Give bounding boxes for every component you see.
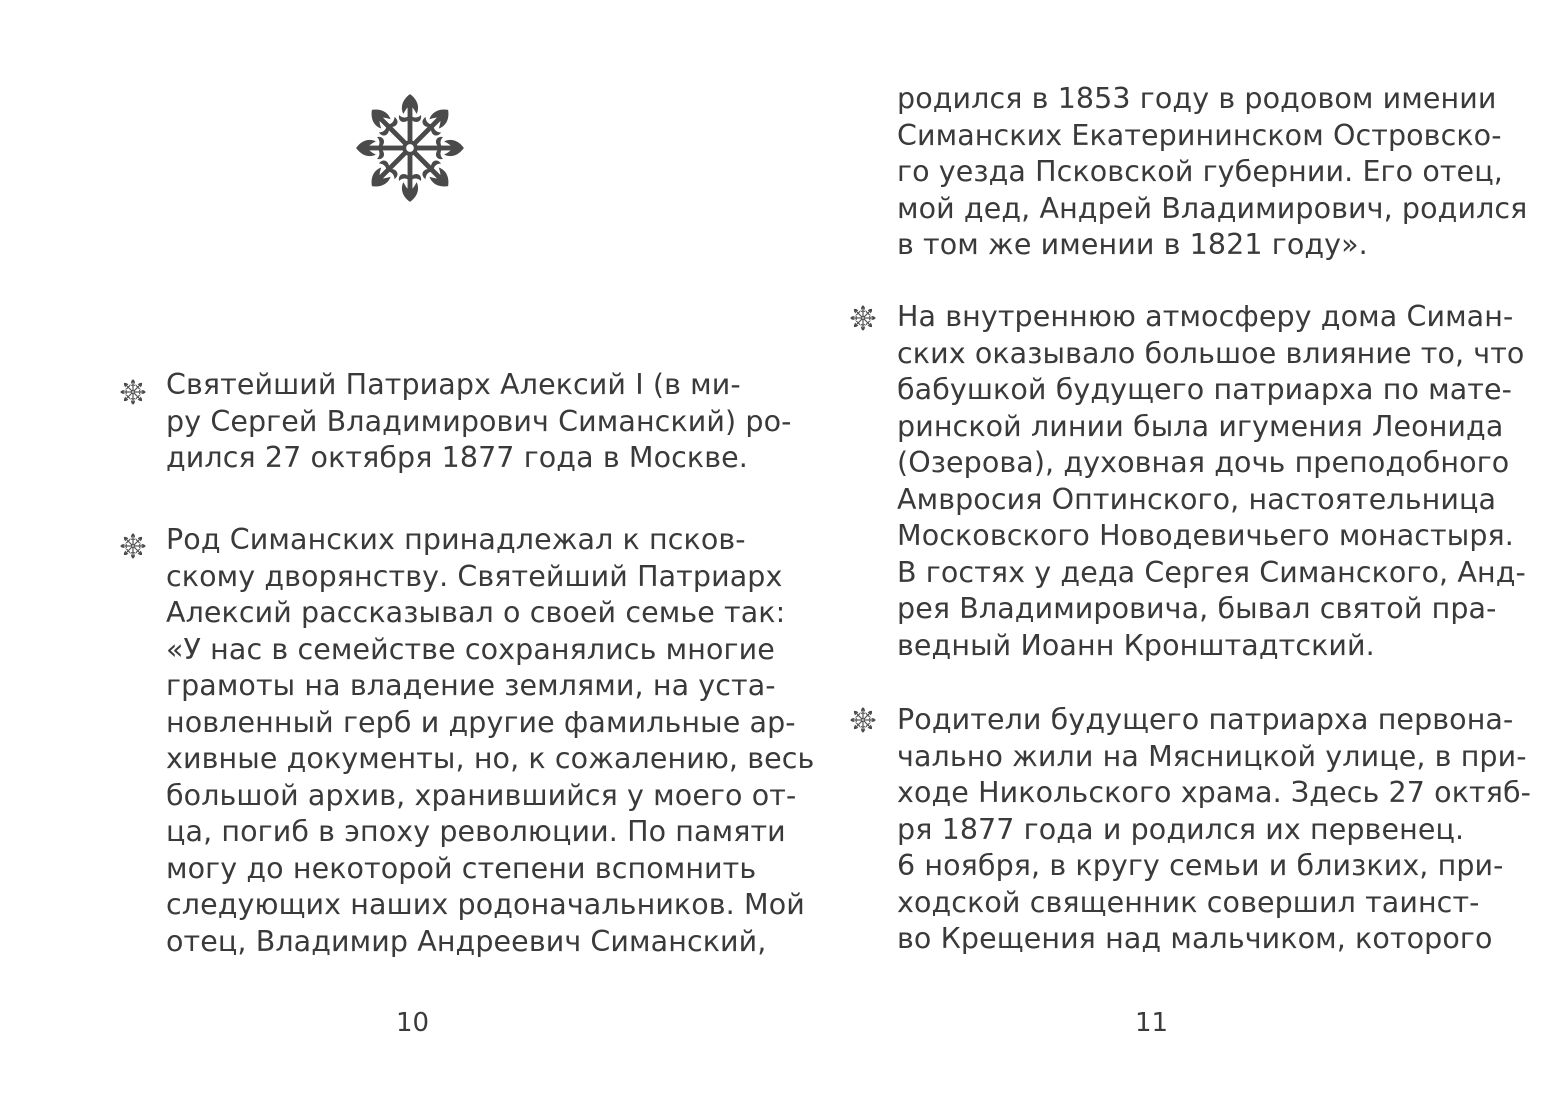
text-line: (Озерова), духовная дочь преподобного xyxy=(897,446,1510,479)
ornament-bullet-icon xyxy=(120,379,146,405)
text-line: ходской священник совершил таинст- xyxy=(897,885,1480,919)
text-line: Московского Новодевичьего монастыря. xyxy=(897,519,1514,552)
ornament-bullet-icon xyxy=(850,305,876,331)
text-line: го уезда Псковской губернии. Его отец, xyxy=(897,155,1503,188)
paragraph xyxy=(897,702,1532,958)
text-line: дился 27 октября 1877 года в Москве. xyxy=(166,441,748,474)
text-line: новленный герб и другие фамильные ар- xyxy=(166,705,796,739)
paragraph xyxy=(166,522,815,960)
ornament-bullet-icon xyxy=(850,707,876,733)
text-line: рея Владимировича, бывал святой пра- xyxy=(897,592,1497,625)
right-page xyxy=(780,0,1561,1114)
text-line: чально жили на Мясницкой улице, в при- xyxy=(897,739,1527,773)
text-line: На внутреннюю атмосферу дома Симан- xyxy=(897,300,1514,333)
text-line: Родители будущего патриарха первона- xyxy=(897,703,1514,736)
text-line: хивные документы, но, к сожалению, весь xyxy=(166,742,815,775)
page-number: 10 xyxy=(396,1008,430,1038)
text-line: ца, погиб в эпоху революции. По памяти xyxy=(166,815,786,848)
text-line: во Крещения над мальчиком, которого xyxy=(897,922,1493,955)
text-line: большой архив, хранившийся у моего от- xyxy=(166,778,797,812)
text-line: 6 ноября, в кругу семьи и близких, при- xyxy=(897,849,1504,882)
text-line: в том же имении в 1821 году». xyxy=(897,228,1368,261)
text-line: ринской линии была игумения Леонида xyxy=(897,409,1504,443)
text-line: ру Сергей Владимирович Симанский) ро- xyxy=(166,404,792,438)
page-number: 11 xyxy=(1135,1008,1169,1038)
text-line: Симанских Екатерининском Островско- xyxy=(897,118,1502,152)
text-line: мой дед, Андрей Владимирович, родился xyxy=(897,191,1528,225)
text-line: отец, Владимир Андреевич Симанский, xyxy=(166,924,767,958)
ornament-bullet-icon xyxy=(120,533,146,559)
text-line: В гостях у деда Сергея Симанского, Анд- xyxy=(897,555,1526,589)
text-line: Святейший Патриарх Алексий I (в ми- xyxy=(166,368,741,401)
snowflake-ornament-icon xyxy=(355,93,465,203)
paragraph xyxy=(166,367,792,477)
text-line: ских оказывало большое влияние то, что xyxy=(897,336,1525,370)
text-line: «У нас в семействе сохранялись многие xyxy=(166,632,775,666)
text-line: Амвросия Оптинского, настоятельница xyxy=(897,482,1497,516)
text-line: ходе Никольского храма. Здесь 27 октяб- xyxy=(897,776,1532,809)
text-line: бабушкой будущего патриарха по мате- xyxy=(897,373,1513,406)
text-line: ря 1877 года и родился их первенец. xyxy=(897,812,1465,846)
text-line: грамоты на владение землями, на уста- xyxy=(166,669,776,702)
text-line: могу до некоторой степени вспомнить xyxy=(166,851,757,885)
paragraph xyxy=(897,299,1526,664)
text-line: следующих наших родоначальников. Мой xyxy=(166,888,805,921)
text-line: Род Симанских принадлежал к псков- xyxy=(166,523,746,556)
paragraph xyxy=(897,81,1528,264)
text-line: ведный Иоанн Кронштадтский. xyxy=(897,628,1375,662)
text-line: родился в 1853 году в родовом имении xyxy=(897,82,1497,115)
text-line: Алексий рассказывал о своей семье так: xyxy=(166,596,786,629)
text-line: скому дворянству. Святейший Патриарх xyxy=(166,559,783,593)
